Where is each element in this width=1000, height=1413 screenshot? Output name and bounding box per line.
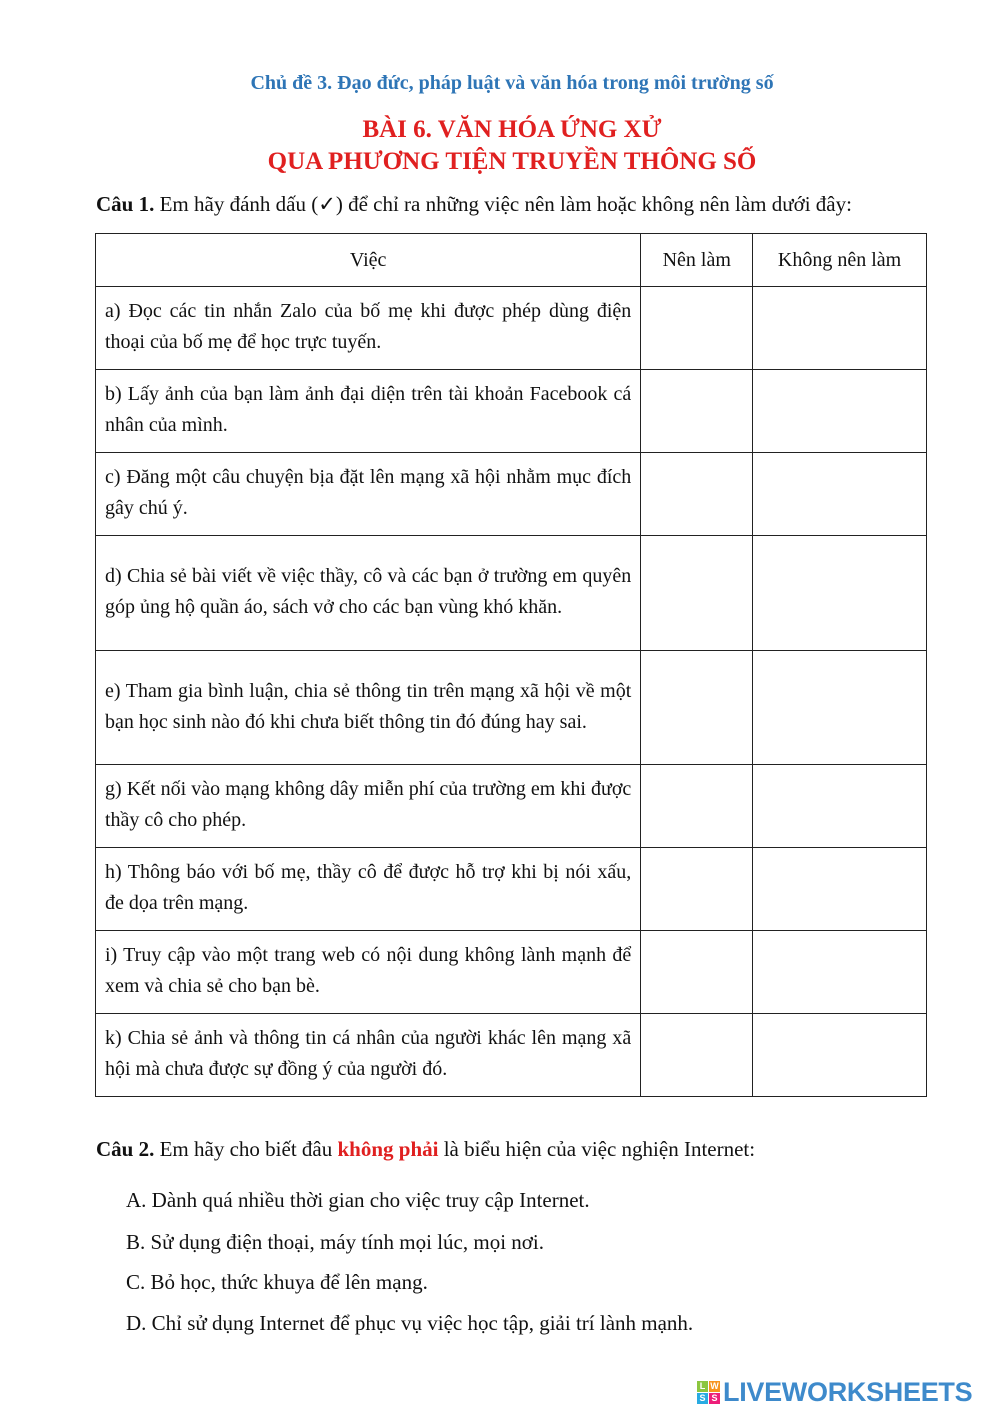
liveworksheets-logo-text: LIVEWORKSHEETS (723, 1376, 973, 1407)
answer-option-c[interactable]: C. Bỏ học, thức khuya để lên mạng. (126, 1270, 428, 1294)
table-row (96, 1014, 927, 1097)
should-not-do-cell[interactable] (753, 651, 927, 765)
lesson-title-line2: QUA PHƯƠNG TIỆN TRUYỀN THÔNG SỐ (267, 148, 757, 175)
task-description: b) Lấy ảnh của bạn làm ảnh đại diện trên tài khoản Facebook cá nhân của mình. (96, 370, 641, 453)
answer-option-b[interactable]: B. Sử dụng điện thoại, máy tính mọi lúc, mọi nơi. (126, 1230, 544, 1254)
should-not-do-cell[interactable] (753, 931, 927, 1014)
table-row (96, 370, 927, 453)
topic-heading: Chủ đề 3. Đạo đức, pháp luật và văn hóa trong môi trường số (250, 72, 774, 94)
task-table (95, 233, 927, 1097)
should-not-do-cell[interactable] (753, 1014, 927, 1097)
should-do-cell[interactable] (641, 931, 753, 1014)
should-do-cell[interactable] (641, 453, 753, 536)
liveworksheets-logo-icon: L W S S (697, 1381, 720, 1404)
should-not-do-cell[interactable] (753, 536, 927, 651)
question1-text: Em hãy đánh dấu (✓) để chỉ ra những việc nên làm hoặc không nên làm dưới đây: (159, 192, 852, 216)
task-description: h) Thông báo với bố mẹ, thầy cô để được hỗ trợ khi bị nói xấu, đe dọa trên mạng. (96, 848, 641, 931)
should-not-do-cell[interactable] (753, 848, 927, 931)
answer-option-d[interactable]: D. Chỉ sử dụng Internet để phục vụ việc học tập, giải trí lành mạnh. (126, 1311, 694, 1335)
should-do-cell[interactable] (641, 848, 753, 931)
should-do-cell[interactable] (641, 1014, 753, 1097)
task-description: d) Chia sẻ bài viết về việc thầy, cô và các bạn ở trường em quyên góp ủng hộ quần áo, sách vở cho các bạn vùng khó khăn. (96, 536, 641, 651)
should-not-do-cell[interactable] (753, 370, 927, 453)
should-do-cell[interactable] (641, 536, 753, 651)
task-description: c) Đăng một câu chuyện bịa đặt lên mạng xã hội nhằm mục đích gây chú ý. (96, 453, 641, 536)
table-row (96, 287, 927, 370)
answer-option-a[interactable]: A. Dành quá nhiều thời gian cho việc truy cập Internet. (126, 1188, 590, 1212)
lesson-title-line1: BÀI 6. VĂN HÓA ỨNG XỬ (362, 116, 662, 143)
should-do-cell[interactable] (641, 651, 753, 765)
question2-text-after: là biểu hiện của việc nghiện Internet: (443, 1137, 756, 1161)
question2-highlight: không phải (337, 1137, 439, 1161)
header-should-do: Nên làm (641, 234, 753, 287)
task-description: e) Tham gia bình luận, chia sẻ thông tin trên mạng xã hội về một bạn học sinh nào đó khi chưa biết thông tin đó đúng hay sai. (96, 651, 641, 765)
should-do-cell[interactable] (641, 287, 753, 370)
table-row (96, 848, 927, 931)
table-row (96, 765, 927, 848)
task-description: i) Truy cập vào một trang web có nội dung không lành mạnh để xem và chia sẻ cho bạn bè. (96, 931, 641, 1014)
table-row (96, 931, 927, 1014)
question1 (96, 192, 852, 217)
table-row (96, 536, 927, 651)
table-header-row (96, 234, 927, 287)
header-task: Việc (96, 234, 641, 287)
question1-label: Câu 1. (96, 192, 155, 216)
task-description: g) Kết nối vào mạng không dây miễn phí của trường em khi được thầy cô cho phép. (96, 765, 641, 848)
should-not-do-cell[interactable] (753, 453, 927, 536)
should-do-cell[interactable] (641, 765, 753, 848)
liveworksheets-logo (697, 1377, 972, 1407)
header-should-not-do: Không nên làm (753, 234, 927, 287)
question2-text-before: Em hãy cho biết đâu (159, 1137, 333, 1161)
should-not-do-cell[interactable] (753, 765, 927, 848)
table-row (96, 651, 927, 765)
should-not-do-cell[interactable] (753, 287, 927, 370)
task-description: a) Đọc các tin nhắn Zalo của bố mẹ khi được phép dùng điện thoại của bố mẹ để học trực tuyến. (96, 287, 641, 370)
table-row (96, 453, 927, 536)
should-do-cell[interactable] (641, 370, 753, 453)
question2 (96, 1137, 755, 1162)
task-description: k) Chia sẻ ảnh và thông tin cá nhân của người khác lên mạng xã hội mà chưa được sự đồng ý của người đó. (96, 1014, 641, 1097)
question2-label: Câu 2. (96, 1137, 155, 1161)
